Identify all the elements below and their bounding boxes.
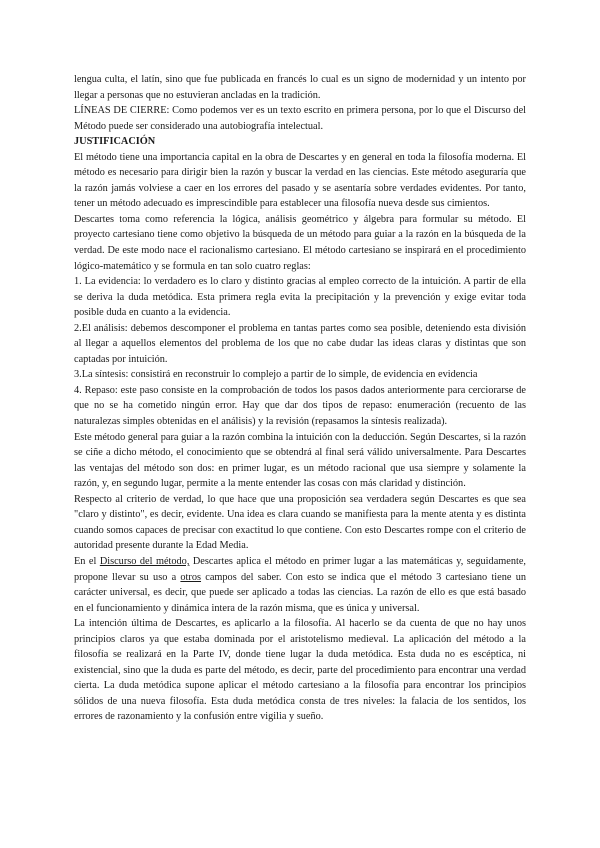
paragraph-discurso	[74, 554, 526, 616]
paragraph-rule-evidence: 1. La evidencia: lo verdadero es lo claro y distinto gracias al empleo correcto de la intuición. A partir de ella se deriva la duda metódica. Esta primera regla evita la precipitación y la prevención y exige evitar toda posible duda en cuanto a la evidencia.	[74, 276, 526, 319]
paragraph-closing-lines: LÍNEAS DE CIERRE: Como podemos ver es un texto escrito en primera persona, por lo que el Discurso del Método puede ser considerado una autobiografía intelectual.	[74, 105, 526, 132]
paragraph-truth-criterion: Respecto al criterio de verdad, lo que hace que una proposición sea verdadera según Descartes es que sea "claro y distinto", es decir, evidente. Una idea es clara cuando se manifiesta para la mente atenta y es distinta cuando somos capaces de precisar con exactitud lo que contiene. Con esto Descartes rompe con el criterio de autoridad presente durante la Edad Media.	[74, 493, 526, 552]
discurso-link-title[interactable]: Discurso del método,	[99, 555, 190, 567]
paragraph-method-importance: El método tiene una importancia capital en la obra de Descartes y en general en toda la filosofía moderna. El método es necesario para dirigir bien la razón y buscar la verdad en las ciencias. Este método aseguraría que la razón jamás volviese a caer en los errores del pasado y se asentaría sobre verdades evidentes. Por tanto, tener un método adecuado es imprescindible para establecer una filosofía nueva desde sus cimientos.	[74, 151, 526, 210]
paragraph-rule-analysis: 2.El análisis: debemos descomponer el problema en tantas partes como sea posible, deteniendo esta división al llegar a aquellos elementos del problema de los que no cabe dudar las ideas claras y distintas que son captadas por intuición.	[74, 322, 526, 365]
section-heading-justificacion: JUSTIFICACIÓN	[74, 136, 156, 148]
paragraph-intro-continuation: lengua culta, el latín, sino que fue publicada en francés lo cual es un signo de modernidad y un intento por llegar a personas que no estuvieran ancladas en la tradición.	[74, 74, 526, 101]
discurso-mid: Descartes aplica el método en primer lugar a las matemáticas y, seguidamente, propone llevar su uso a	[74, 555, 526, 583]
paragraph-rule-synthesis: 3.La síntesis: consistirá en reconstruir lo complejo a partir de lo simple, de evidencia en evidencia	[74, 369, 478, 381]
paragraph-method-advantages: Este método general para guiar a la razón combina la intuición con la deducción. Según Descartes, si la razón se ciñe a dicho método, el conocimiento que se obtendrá al final será válido universalmente. Para Descartes las ventajas del método son dos: en primer lugar, es un método racional que usa siempre y solamente la razón, y, en segundo lugar, permite a la mente entender las cosas con más claridad y distinción.	[74, 431, 526, 490]
discurso-link-otros[interactable]: otros	[180, 571, 202, 583]
paragraph-cartesian-project: Descartes toma como referencia la lógica, análisis geométrico y álgebra para formular su método. El proyecto cartesiano tiene como objetivo la búsqueda de un método para guiar a la razón en la búsqueda de la verdad. De este modo nace el racionalismo cartesiano. El método cartesiano se inspirará en el procedimiento lógico-matemático y se formula en tan solo cuatro reglas:	[74, 213, 526, 272]
document-body	[74, 72, 526, 725]
discurso-prefix: En el	[74, 555, 100, 567]
paragraph-philosophy-application: La intención última de Descartes, es aplicarlo a la filosofía. Al hacerlo se da cuenta de que no hay unos principios claros ya que estaba dominada por el aristotelismo medieval. La aplicación del método a la filosofía se realizará en la Parte IV, donde tiene lugar la duda metódica. Esta duda no es escéptica, ni existencial, sino que la duda es parte del método, es decir, parte del procedimiento para encontrar una verdad cierta. La duda metódica supone aplicar el método cartesiano a la filosofía para encontrar los principios sólidos de una nueva filosofía. Esta duda metódica consta de tres niveles: la falacia de los sentidos, los errores de razonamiento y la confusión entre vigilia y sueño.	[74, 618, 526, 723]
paragraph-rule-review: 4. Repaso: este paso consiste en la comprobación de todos los pasos dados anteriormente para cerciorarse de que no se ha cometido ningún error. Hay que dar dos tipos de repaso: enumeración (recuento de las naturalezas simples obtenidas en el análisis) y la revisión (repasamos la síntesis realizada).	[74, 384, 526, 428]
discurso-suffix: campos del saber. Con esto se indica que el método 3 cartesiano tiene un carácter universal, es decir, que puede ser aplicado a todas las ciencias. La razón de ello es que está basado en el funcionamiento y dinámica intera de la razón misma, que es única y universal.	[74, 571, 526, 614]
